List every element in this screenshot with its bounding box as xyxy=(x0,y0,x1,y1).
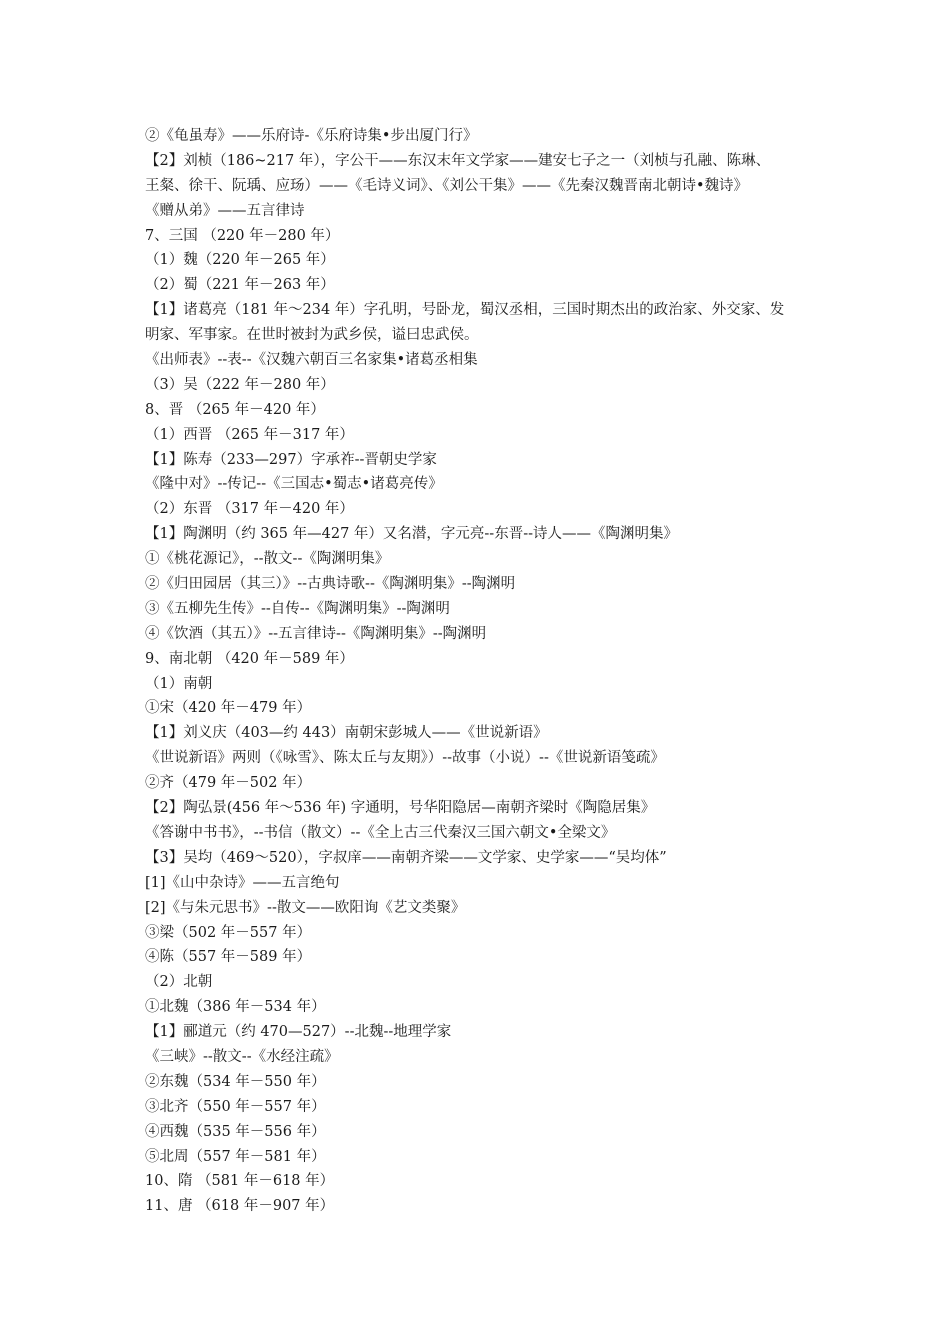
document-body xyxy=(145,124,825,1219)
document-line: ②《归田园居（其三）》--古典诗歌--《陶渊明集》--陶渊明 xyxy=(145,576,516,593)
document-line: 【1】陈寿（233—297）字承祚--晋朝史学家 xyxy=(145,451,437,468)
document-line: （1）南朝 xyxy=(145,675,213,692)
document-line: 7、三国 （220 年－280 年） xyxy=(145,227,340,244)
document-line: 【3】吴均（469～520），字叔庠——南朝齐梁——文学家、史学家——“吴均体” xyxy=(145,849,667,866)
document-line: 【1】陶渊明（约 365 年—427 年）又名潜，字元亮--东晋--诗人——《陶渊明集》 xyxy=(145,526,678,543)
document-line: 《世说新语》两则（《咏雪》、陈太丘与友期》）--故事（小说）--《世说新语笺疏》 xyxy=(145,750,665,767)
document-line: 10、隋 （581 年－618 年） xyxy=(145,1173,335,1190)
document-line: ①宋（420 年－479 年） xyxy=(145,700,312,717)
document-line: [2]《与朱元思书》--散文——欧阳询《艺文类聚》 xyxy=(145,899,466,916)
document-line: ④《饮酒（其五）》--五言律诗--《陶渊明集》--陶渊明 xyxy=(145,625,487,642)
document-line: ①北魏（386 年－534 年） xyxy=(145,999,326,1016)
document-line: [1]《山中杂诗》——五言绝句 xyxy=(145,874,340,891)
document-line: 11、唐 （618 年－907 年） xyxy=(145,1198,335,1215)
document-line: 《出师表》--表--《汉魏六朝百三名家集•诸葛丞相集 xyxy=(145,352,478,369)
document-line: 《答谢中书书》，--书信（散文）--《全上古三代秦汉三国六朝文•全梁文》 xyxy=(145,824,616,841)
document-line: ①《桃花源记》，--散文--《陶渊明集》 xyxy=(145,551,390,568)
document-line: （2）蜀（221 年－263 年） xyxy=(145,277,335,294)
document-line: 《三峡》--散文--《水经注疏》 xyxy=(145,1048,339,1065)
document-line: 8、晋 （265 年－420 年） xyxy=(145,401,325,418)
document-line: 【2】陶弘景(456 年～536 年) 字通明，号华阳隐居—南朝齐梁时《陶隐居集》 xyxy=(145,800,656,817)
document-line: ②东魏（534 年－550 年） xyxy=(145,1073,326,1090)
document-line: （2）北朝 xyxy=(145,974,213,991)
document-line: ④西魏（535 年－556 年） xyxy=(145,1123,326,1140)
document-line: （2）东晋 （317 年－420 年） xyxy=(145,501,354,518)
document-line: 《赠从弟》——五言律诗 xyxy=(145,202,305,219)
document-line: ③梁（502 年－557 年） xyxy=(145,924,312,941)
document-line: ③北齐（550 年－557 年） xyxy=(145,1098,326,1115)
document-line: 【1】诸葛亮（181 年～234 年）字孔明，号卧龙，蜀汉丞相，三国时期杰出的政治家、外交家、发 xyxy=(145,302,785,319)
document-line: 【1】刘义庆（403—约 443）南朝宋彭城人——《世说新语》 xyxy=(145,725,548,742)
document-line: 【2】刘桢（186~217 年），字公干——东汉末年文学家——建安七子之一（刘桢与孔融、陈琳、 xyxy=(145,152,771,169)
document-line: （1）西晋 （265 年－317 年） xyxy=(145,426,354,443)
document-line: 9、南北朝 （420 年－589 年） xyxy=(145,650,354,667)
document-line: ③《五柳先生传》--自传--《陶渊明集》--陶渊明 xyxy=(145,600,450,617)
document-line: 明家、军事家。在世时被封为武乡侯，谥曰忠武侯。 xyxy=(145,327,479,344)
document-line: ②《龟虽寿》——乐府诗-《乐府诗集•步出厦门行》 xyxy=(145,128,478,144)
document-line: 《隆中对》--传记--《三国志•蜀志•诸葛亮传》 xyxy=(145,476,443,493)
document-line: （1）魏（220 年－265 年） xyxy=(145,252,335,269)
document-line: 【1】郦道元（约 470—527）--北魏--地理学家 xyxy=(145,1024,452,1041)
document-line: 王粲、徐干、阮瑀、应玚）——《毛诗义词》、《刘公干集》——《先秦汉魏晋南北朝诗•魏诗》 xyxy=(145,177,749,194)
document-line: ②齐（479 年－502 年） xyxy=(145,775,312,792)
document-line: ④陈（557 年－589 年） xyxy=(145,949,312,966)
document-line: （3）吴（222 年－280 年） xyxy=(145,376,335,393)
document-line: ⑤北周（557 年－581 年） xyxy=(145,1148,326,1165)
